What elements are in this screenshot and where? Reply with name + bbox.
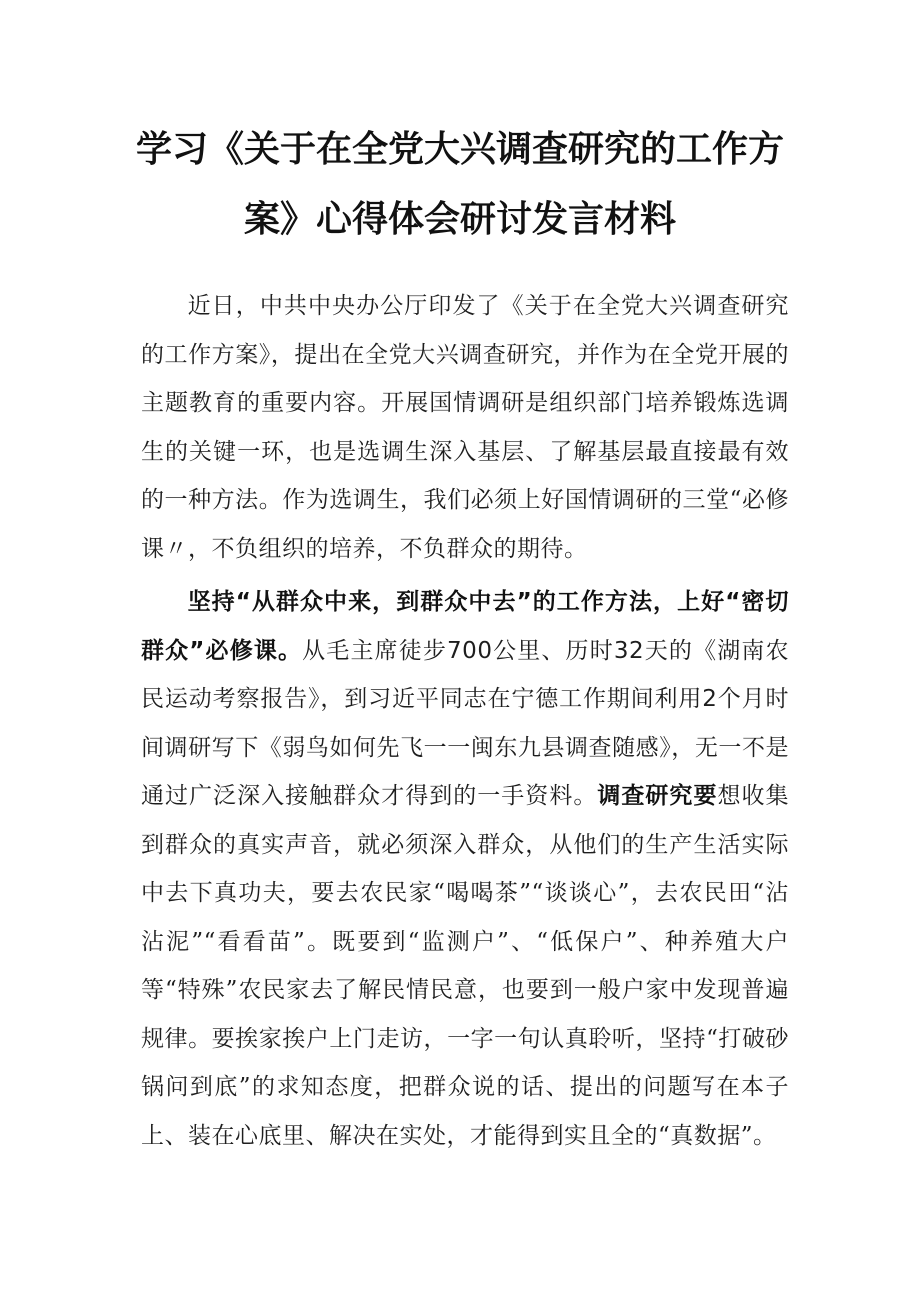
paragraph-1-text: 近日，中共中央办公厅印发了《关于在全党大兴调查研究的工作方案》，提出在全党大兴调查研究，并作为在全党开展的主题教育的重要内容。开展国情调研是组织部门培养锻炼选调生的关键一环，也是选调生深入基层、了解基层最直接最有效的一种方法。作为选调生，我们必须上好国情调研的三堂“必修课〃，不负组织的培养，不负群众的期待。 <box>141 293 789 562</box>
document-title-line-2: 案》心得体会研讨发言材料 <box>243 199 676 240</box>
body-paragraph-2 <box>141 578 789 1160</box>
paragraph-2-text: 个月时间调研写下《弱鸟如何先飞一一闽东九县调查随感》，无一不是通过广泛深入接触群众才得到的一手资料。 <box>141 686 790 809</box>
paragraph-2-inline-emphasis: 调查研究要 <box>597 783 718 809</box>
paragraph-2-number: 2 <box>702 686 718 712</box>
body-paragraph-1 <box>141 282 789 573</box>
paragraph-2-text: 天的《湖南农民运动考察报告》，到习近平同志在宁德工作期间利用 <box>141 637 790 712</box>
paragraph-2-heading: 坚持“从群众中来，到群众中去”的工作方法，上好“密切群众”必修课。 <box>141 589 789 664</box>
document-title-line-1: 学习《关于在全党大兴调查研究的工作方 <box>135 129 784 170</box>
paragraph-2-number: 700 <box>447 637 493 664</box>
paragraph-2-text: 公里、历时 <box>492 637 614 664</box>
paragraph-2-text: 从毛主席徒步 <box>302 637 448 664</box>
paragraph-2-text: 想收集到群众的真实声音，就必须深入群众，从他们的生产生活实际中去下真功夫，要去农民家“喝喝茶”“谈谈心”，去农民田“沾沾泥”“看看苗”。既要到“监测户”、“低保户”、种养殖大户等“特殊”农民家去了解民情民意，也要到一般户家中发现普遍规律。要挨家挨户上门走访，一字一句认真聆听，坚持“打破砂锅问到底”的求知态度，把群众说的话、提出的问题写在本子上、装在心底里、解决在实处，才能得到实且全的“真数据”。 <box>141 783 790 1149</box>
paragraph-2-number: 32 <box>613 637 645 664</box>
